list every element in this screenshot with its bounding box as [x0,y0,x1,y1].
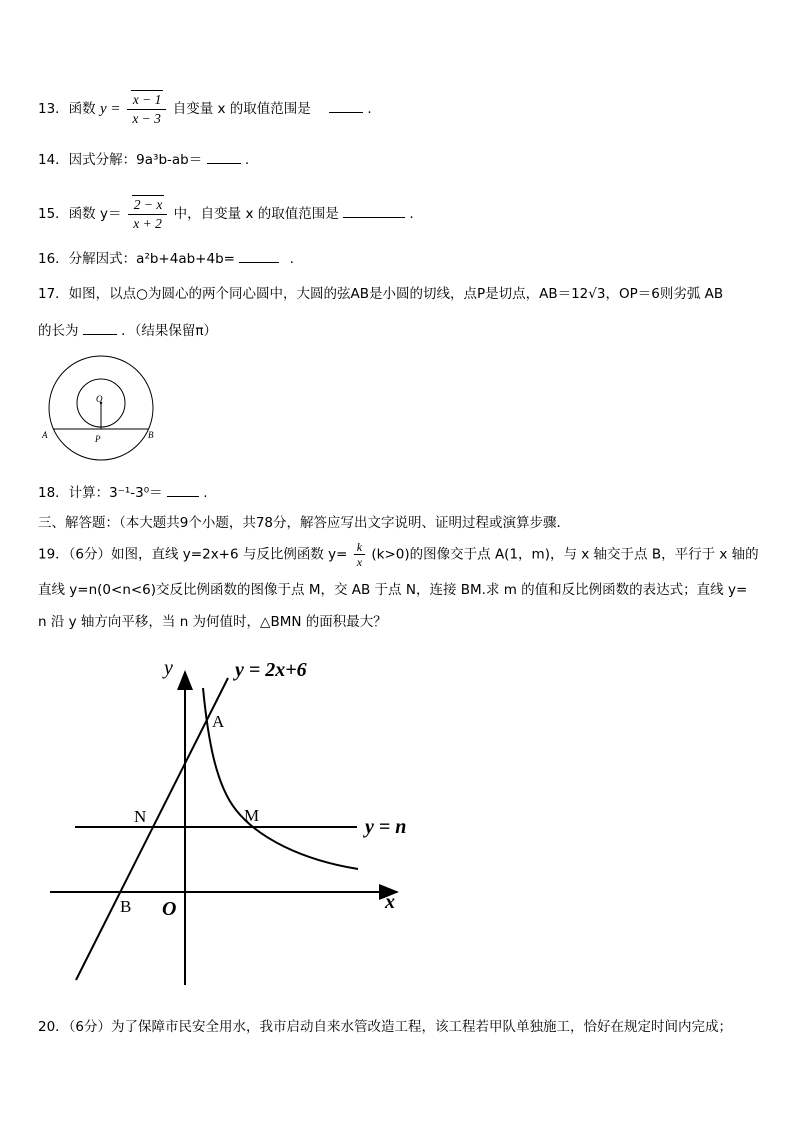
hline-equation-label: y = n [365,816,407,838]
q14-text: 14．因式分解：9a³b-ab＝ [38,152,203,168]
q16-blank [239,248,279,263]
y-axis-label: y [164,657,173,679]
point-b-label: B [120,897,132,916]
q13-blank [329,98,363,113]
question-13: 13．函数 y = $\frac{x - 1}{x - 3}$ 自变量 x 的取值范围是 . [38,92,372,126]
question-19-line3: n 沿 y 轴方向平移，当 n 为何值时，△BMN 的面积最大？ [38,614,387,630]
q13-number: 13．函数 [38,101,96,117]
question-19-line1: 19．（6分）如图，直线 y=2x+6 与反比例函数 y= $\frac{k}{x}$ (k>0)的图像交于点 A(1，m)，与 x 轴交于点 B，平行于 x 轴的 [38,540,759,569]
origin-label: O [162,898,177,920]
concentric-circles-figure [38,352,162,464]
graph-figure [40,650,420,990]
label-b: B [148,430,154,440]
question-17-line2: 的长为 ．（结果保留π） [38,320,217,341]
q18-blank [167,482,199,497]
q19-fraction: $\frac{k}{x}$ [354,540,365,569]
q15-text: 中，自变量 x 的取值范围是 [173,206,339,222]
question-18: 18．计算：3⁻¹-3⁰＝ . [38,482,208,503]
x-axis-label: x [385,891,395,913]
question-15: 15．函数 y＝ $\frac{2 - x}{x + 2}$ 中，自变量 x 的取值范围是 . [38,197,414,231]
hyperbola-curve [203,688,358,869]
label-a: A [42,430,48,440]
q13-text: 自变量 x 的取值范围是 [172,101,311,117]
point-n-label: N [134,807,147,826]
label-p: P [95,434,101,444]
question-20: 20．（6分）为了保障市民安全用水，我市启动自来水管改造工程，该工程若甲队单独施工，恰好在规定时间内完成； [38,1019,733,1035]
line-2x-plus-6 [76,678,228,980]
q18-text: 18．计算：3⁻¹-3⁰＝ [38,485,163,501]
q14-blank [207,149,241,164]
q15-fraction: $\frac{2 - x}{x + 2}$ [128,195,168,233]
q15-blank [343,203,405,218]
section-3-header: 三、解答题：（本大题共9个小题，共78分，解答应写出文字说明、证明过程或演算步骤． [38,515,571,531]
q15-number: 15．函数 y＝ [38,206,122,222]
q16-text: 16．分解因式：a²b+4ab+4b= [38,251,235,267]
question-16: 16．分解因式：a²b+4ab+4b= . [38,248,294,269]
question-19-line2: 直线 y=n(0<n<6)交反比例函数的图像于点 M，交 AB 于点 N，连接 BM.求 m 的值和反比例函数的表达式；直线 y= [38,582,748,598]
q13-fraction: $\frac{x - 1}{x - 3}$ [127,90,167,128]
question-14: 14．因式分解：9a³b-ab＝ . [38,149,249,170]
q17-blank [83,320,117,335]
question-17-line1: 17．如图，以点○为圆心的两个同心圆中，大圆的弦AB是小圆的切线，点P是切点，AB＝12√3，OP＝6则劣弧 AB [38,286,724,302]
point-m-label: M [244,806,260,825]
point-a-label: A [212,712,225,731]
label-o: O [96,394,103,404]
line-equation-label: y = 2x+6 [235,659,307,681]
